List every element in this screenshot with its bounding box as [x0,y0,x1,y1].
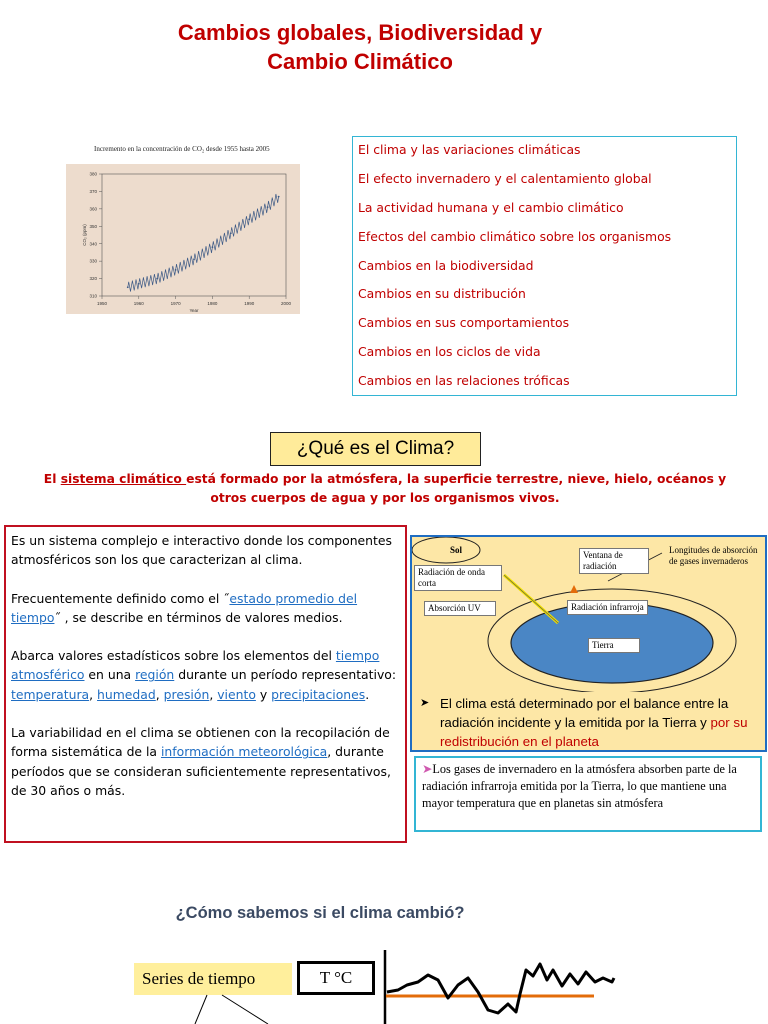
link-temperatura[interactable]: temperatura [11,686,90,702]
text-span: . [365,686,370,702]
co2-x-tick-label: 2000 [280,301,292,306]
link-informacion-meteorologica[interactable]: información meteorológica [160,744,328,760]
temperature-series-line [387,964,614,1013]
text-span: Frecuentemente definido como el ˝ [11,590,230,606]
co2-data-point [138,283,140,285]
link-viento[interactable]: viento [217,686,256,702]
text-span: ˝ , se describe en términos de valores medios. [54,609,343,625]
label-absorcion-uv: Absorción UV [424,601,496,616]
series-de-tiempo-label: Series de tiempo [134,963,292,995]
label-sol: Sol [450,545,463,555]
window-arrow [570,585,578,593]
text-span: , durante períodos que se consideran suficientemente representativos, de 30 años o más. [11,744,391,798]
question-what-is-climate: ¿Qué es el Clima? [270,432,481,466]
topic-item: Efectos del cambio climático sobre los organismos [358,228,672,244]
text-span: , [89,686,98,702]
link-presion[interactable]: presión [163,686,210,702]
co2-x-tick-label: 1990 [244,301,255,306]
co2-x-axis-label: Year [189,308,199,313]
text-span: , [209,686,218,702]
bullet-arrow-icon: ➤ [422,762,433,776]
link-humedad[interactable]: humedad [97,686,156,702]
text-span: en una [84,667,136,683]
co2-data-point [193,259,195,261]
explanation-paragraph-4 [11,723,400,800]
topic-item: El clima y las variaciones climáticas [358,142,581,157]
bullet-arrow-icon: ➤ [420,697,430,709]
co2-y-tick-label: 360 [89,206,97,212]
co2-y-axis-label: CO₂ (ppm) [82,224,87,246]
topic-item: Cambios en las relaciones tróficas [358,373,570,389]
greenhouse-gases-box [414,756,762,832]
co2-data-point [212,246,214,248]
co2-y-tick-label: 320 [89,276,97,282]
shortwave-ray-edge [504,575,558,623]
label-tierra: Tierra [588,638,640,653]
link-precipitaciones[interactable]: precipitaciones [271,686,366,702]
co2-x-tick-label: 1970 [170,301,181,306]
radiation-balance-diagram [410,535,767,752]
title-line-2: Cambio Climático [267,49,453,74]
label-ventana: Ventana de radiación [579,548,649,574]
connector-line-right [222,995,268,1024]
text-span: durante un período representativo: [174,667,397,683]
link-estado-promedio[interactable]: estado promedio del tiempo [11,590,358,625]
topic-item: El efecto invernadero y el calentamiento global [358,170,652,186]
co2-data-point [175,269,177,271]
title-line-1: Cambios globales, Biodiversidad y [177,20,543,45]
explanation-paragraph-2 [11,589,400,628]
label-onda-corta: Radiación de onda corta [414,565,502,591]
text-span: Abarca valores estadísticos sobre los elementos del [11,648,336,664]
greenhouse-gases-text: Los gases de invernadero en la atmósfera absorben parte de la radiación infrarroja emitida por la Tierra, lo que mantiene una mayor temperatura que en planetas sin atmósfera [422,762,737,810]
co2-data-point [127,286,129,288]
co2-x-tick-label: 1960 [133,301,144,306]
co2-y-tick-label: 350 [89,223,97,229]
co2-x-tick-label: 1980 [207,301,218,306]
text-span: y [255,686,272,702]
topic-item: La actividad humana y el cambio climático [358,199,624,215]
page-title [100,18,620,76]
balance-statement [414,694,764,751]
label-longitudes: Longitudes de absorción de gases invernaderos [669,545,758,566]
topic-item: Cambios en su distribución [358,286,526,302]
co2-plot-frame [102,174,286,296]
co2-chart-title: Incremento en la concentración de CO₂ desde 1955 hasta 2005 [94,145,270,153]
definition-term: sistema climático [60,472,187,486]
co2-y-tick-label: 330 [89,258,97,264]
text-span: La variabilidad en el clima se obtienen con la recopilación de forma sistemática de la [11,725,390,760]
co2-plot-area [66,164,300,314]
co2-y-tick-label: 370 [89,189,97,195]
link-tiempo-atmosferico[interactable]: tiempo atmosférico [11,648,380,683]
co2-data-point [267,206,269,208]
co2-data-point [248,218,250,220]
question-climate-change: ¿Cómo sabemos si el clima cambió? [175,904,465,922]
co2-y-tick-label: 380 [89,171,97,177]
definition-body: está formado por la atmósfera, la superficie terrestre, nieve, hielo, océanos y otros cuerpos de agua y por los organismos vivos. [186,472,727,505]
link-region[interactable]: región [135,667,175,683]
co2-y-tick-label: 310 [89,293,97,299]
balance-text-red: por su redistribución en el planeta [440,715,748,749]
co2-data-point [156,278,158,280]
co2-data-point [230,232,232,234]
connector-line-left [195,995,207,1024]
explanation-paragraph-1: Es un sistema complejo e interactivo donde los componentes atmosféricos son los que caracterizan al clima. [11,533,392,568]
co2-chart-svg [66,164,300,314]
co2-chart [66,140,300,316]
sun-shape [412,537,480,563]
topics-list [352,136,737,396]
co2-series-line [128,194,279,292]
balance-text: El clima está determinado por el balance entre la radiación incidente y la emitida por la Tierra y [440,696,729,730]
label-infrarroja: Radiación infrarroja [567,600,648,615]
text-span: , [155,686,164,702]
co2-data-point [278,196,280,198]
climate-explanation-box [4,525,407,843]
time-series-sketch [0,940,768,1024]
temperature-label: T °C [297,961,375,995]
co2-x-tick-label: 1950 [96,301,108,306]
topic-item: Cambios en los ciclos de vida [358,344,541,360]
topic-item: Cambios en la biodiversidad [358,257,534,273]
definition-prefix: El [43,472,61,486]
explanation-paragraph-3 [11,646,400,704]
topic-item: Cambios en sus comportamientos [358,315,570,331]
climate-system-definition [40,470,730,508]
co2-y-tick-label: 340 [89,241,97,247]
